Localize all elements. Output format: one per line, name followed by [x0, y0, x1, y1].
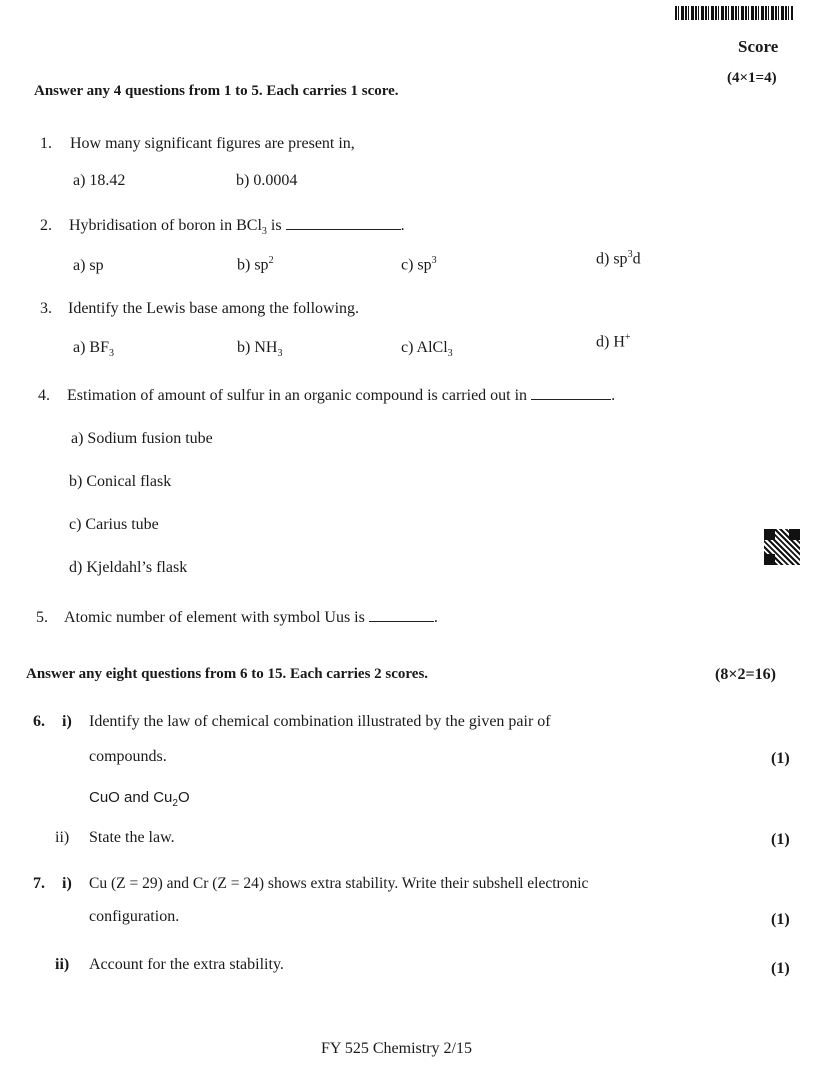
q3-option-c: c) AlCl$_3$: [401, 339, 453, 360]
q4-option-c: c) Carius tube: [69, 516, 159, 533]
q7-ii-mark: (1): [771, 960, 790, 977]
q3-text: Identify the Lewis base among the following.: [68, 300, 360, 317]
q2-option-a: a) sp: [73, 257, 104, 274]
q3-number: 3.: [40, 300, 52, 317]
section2-score: (8×2=16): [715, 666, 776, 683]
q1-option-b: b) 0.0004: [236, 172, 298, 189]
q6-i-mark: (1): [771, 750, 790, 767]
q5-text: Atomic number of element with symbol Uus is .: [64, 609, 438, 626]
q2-option-c: c) $sp^3$: [401, 255, 437, 274]
section2-instruction: Answer any eight questions from 6 to 15. Each carries 2 scores.: [26, 666, 429, 682]
q4-number: 4.: [38, 387, 50, 404]
q6-i-label: i): [62, 713, 72, 730]
page-footer: FY 525 Chemistry 2/15: [321, 1040, 472, 1057]
q6-compounds: CuO and $Cu_2O$: [89, 789, 190, 809]
q7-i-text-cont: configuration.: [89, 908, 180, 925]
q2-number: 2.: [40, 217, 52, 234]
q7-i-text: Cu (Z = 29) and Cr (Z = 24) shows extra stability. Write their subshell electronic: [89, 875, 589, 892]
score-label: Score: [738, 37, 779, 56]
q1-text: How many significant figures are present in,: [70, 135, 355, 152]
q6-ii-text: State the law.: [89, 829, 175, 846]
q3-option-a: a) $BF_3$: [73, 339, 114, 360]
q2-text: Hybridisation of boron in BCl$_3$ is .: [69, 217, 405, 238]
q3-option-b: b) $NH_3$: [237, 339, 283, 360]
q2-option-d: d) $sp^3d$: [596, 249, 641, 268]
q7-number: 7.: [33, 875, 45, 892]
q6-i-text: Identify the law of chemical combination illustrated by the given pair of: [89, 713, 551, 730]
q6-number: 6.: [33, 713, 45, 730]
q6-i-text-cont: compounds.: [89, 748, 167, 765]
q1-option-a: a) 18.42: [73, 172, 126, 189]
section1-score: (4×1=4): [727, 70, 777, 86]
q4-text: Estimation of amount of sulfur in an organic compound is carried out in .: [67, 387, 616, 404]
q6-ii-mark: (1): [771, 831, 790, 848]
q5-number: 5.: [36, 609, 48, 626]
q2-option-b: b) $sp^2$: [237, 255, 274, 274]
q4-option-b: b) Conical flask: [69, 473, 172, 490]
section1-instruction: Answer any 4 questions from 1 to 5. Each carries 1 score.: [34, 83, 399, 99]
q4-option-a: a) Sodium fusion tube: [71, 430, 213, 447]
q4-option-d: d) Kjeldahl’s flask: [69, 559, 188, 576]
q7-i-label: i): [62, 875, 72, 892]
q6-ii-label: ii): [55, 829, 70, 846]
q7-ii-text: Account for the extra stability.: [89, 956, 284, 973]
barcode: [675, 6, 793, 20]
q7-ii-label: ii): [55, 956, 70, 973]
q3-option-d: d) H+: [596, 332, 631, 351]
q7-i-mark: (1): [771, 911, 790, 928]
q1-number: 1.: [40, 135, 52, 152]
qr-code: [763, 528, 801, 566]
